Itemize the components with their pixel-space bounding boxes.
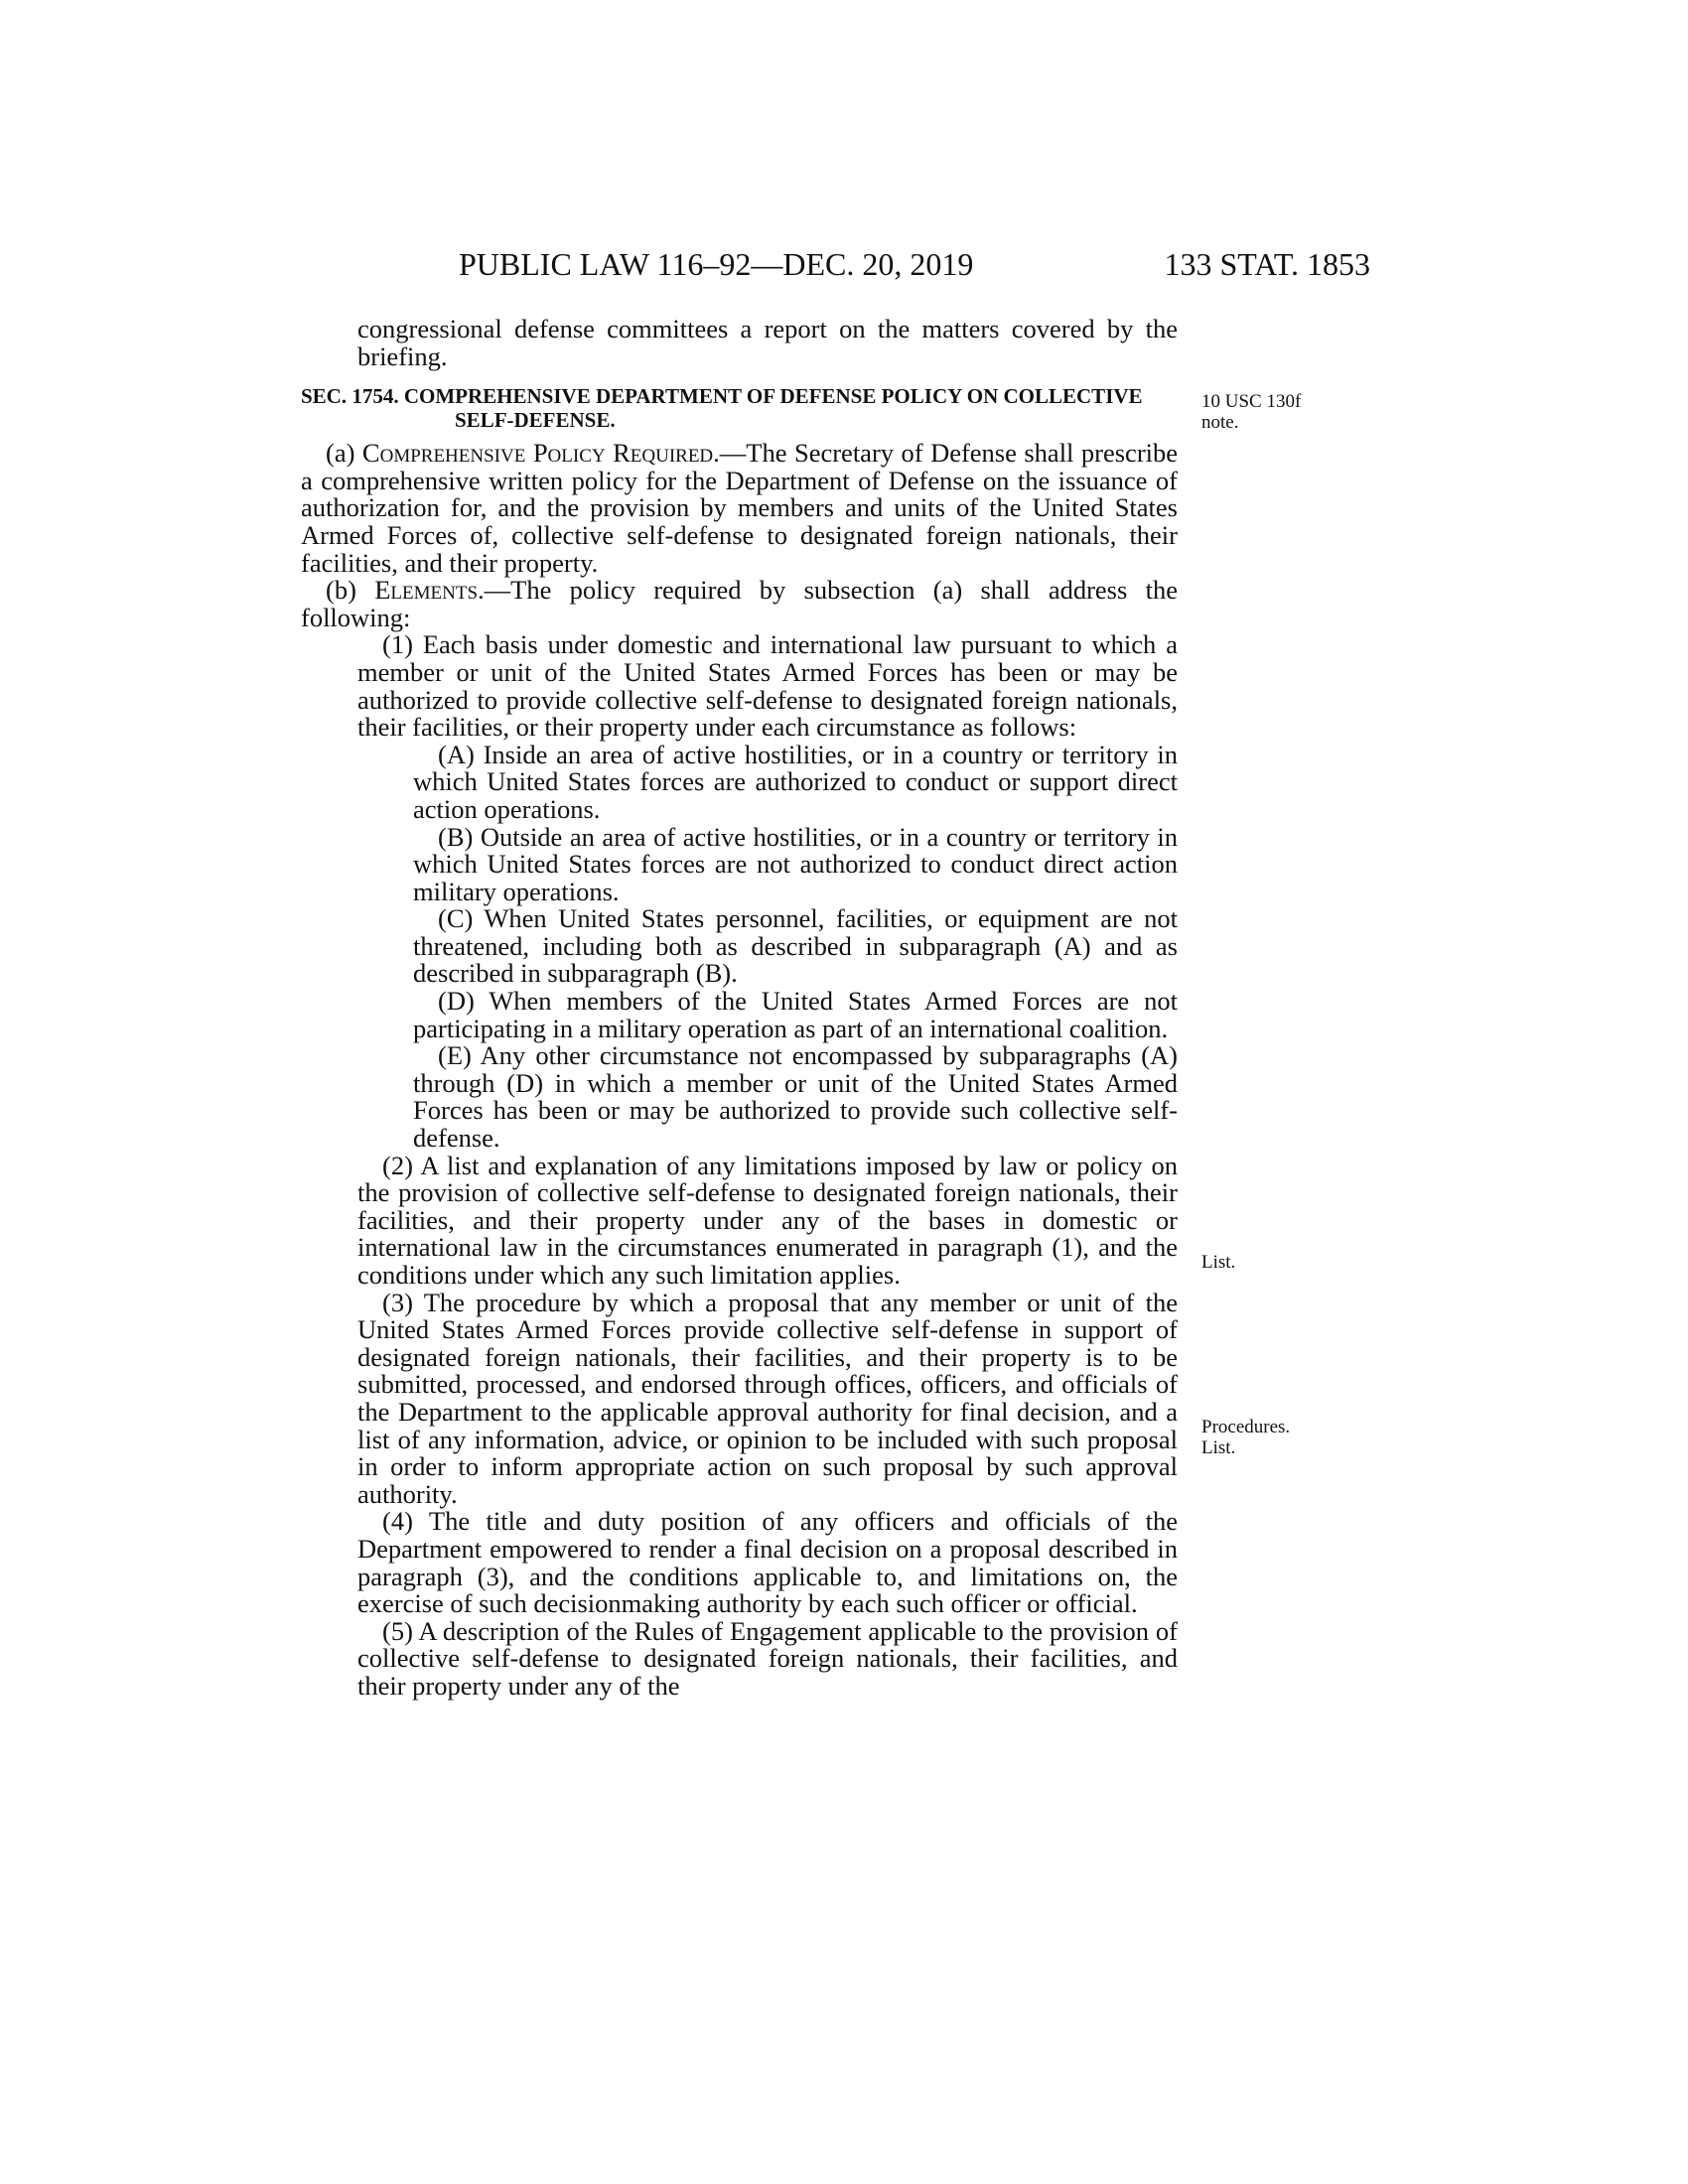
section-heading: SEC. 1754. COMPREHENSIVE DEPARTMENT OF DEFENSE POLICY ON COLLECTIVE SELF-DEFENSE. (301, 384, 1143, 433)
subsection-a-text: .—The Secretary of Defense shall prescribe a comprehensive written policy for the Department of Defense on the issuance of authorization for, and the provision by members and units of the United States Armed Forces of, collective self-defense to designated foreign nationals, their facilities, and their property. (301, 438, 1179, 578)
subsection-a-label: (a) (326, 438, 355, 469)
paragraph-1: (1) Each basis under domestic and international law pursuant to which a member or unit of the United States Armed Forces has been or may be authorized to provide collective self-defense to designated foreign nationals, their facilities, or their property under each circumstance as follows: (357, 629, 1178, 743)
margin-note-procedures: Procedures. (1201, 1417, 1291, 1437)
subsection-a (301, 440, 1178, 577)
margin-note-usc (1201, 391, 1301, 433)
running-header (298, 244, 1370, 284)
subparagraph-d: (D) When members of the United States Armed Forces are not participating in a military operation as part of an international coalition. (413, 986, 1178, 1043)
margin-note-list-2: List. (1201, 1437, 1236, 1458)
subparagraph-a: (A) Inside an area of active hostilities, or in a country or territory in which United States forces are authorized to conduct or support direct action operations. (413, 739, 1178, 824)
public-law-citation: PUBLIC LAW 116–92—DEC. 20, 2019 (459, 246, 974, 282)
subparagraph-c: (C) When United States personnel, facilities, or equipment are not threatened, including both as described in subparagraph (A) and as described in subparagraph (B). (413, 903, 1178, 989)
subparagraph-b: (B) Outside an area of active hostilities, or in a country or territory in which United States forces are not authorized to conduct direct action military operations. (413, 821, 1178, 906)
margin-note-procedures-list (1201, 1417, 1290, 1458)
paragraph-4: (4) The title and duty position of any officers and officials of the Department empowered to render a final decision on a proposal described in paragraph (3), and the conditions applicable to, and limitations on, the exercise of such decisionmaking authority by each such officer or official. (357, 1506, 1178, 1619)
subparagraph-e: (E) Any other circumstance not encompassed by subparagraphs (A) through (D) in which a member or unit of the United States Armed Forces has been or may be authorized to provide such collective self-defense. (413, 1040, 1178, 1154)
margin-note-usc-citation: 10 USC 130f (1201, 391, 1302, 412)
statute-page-number: 133 STAT. 1853 (1164, 246, 1370, 282)
subsection-b (301, 577, 1178, 631)
paragraph-2: (2) A list and explanation of any limitations imposed by law or policy on the provision of collective self-defense to designated foreign nationals, their facilities, and their property under any of the bases in domestic or international law in the circumstances enumerated in paragraph (1), and the conditions under which any such limitation applies. (357, 1150, 1178, 1290)
subsection-b-label: (b) (326, 575, 356, 606)
subsection-a-heading: Comprehensive Policy Required (361, 438, 714, 469)
paragraph-3: (3) The procedure by which a proposal that any member or unit of the United States Armed Forces provide collective self-defense in support of designated foreign nationals, their facilities, and their property is to be submitted, processed, and endorsed through offices, officers, and officials of the Department to the applicable approval authority for final decision, and a list of any information, advice, or opinion to be included with such proposal in order to inform appropriate action on such proposal by such approval authority. (357, 1287, 1178, 1509)
document-body (301, 316, 1178, 1701)
carryover-paragraph: congressional defense committees a report on the matters covered by the briefing. (357, 314, 1178, 371)
margin-note-usc-note: note. (1201, 412, 1239, 433)
subsection-b-heading: Elements (374, 575, 479, 606)
paragraph-5: (5) A description of the Rules of Engagement applicable to the provision of collective self-defense to designated foreign nationals, their facilities, and their property under any of the (357, 1615, 1178, 1701)
margin-note-list: List. (1201, 1252, 1236, 1273)
subsection-b-text: .—The policy required by subsection (a) shall address the following: (301, 575, 1178, 632)
